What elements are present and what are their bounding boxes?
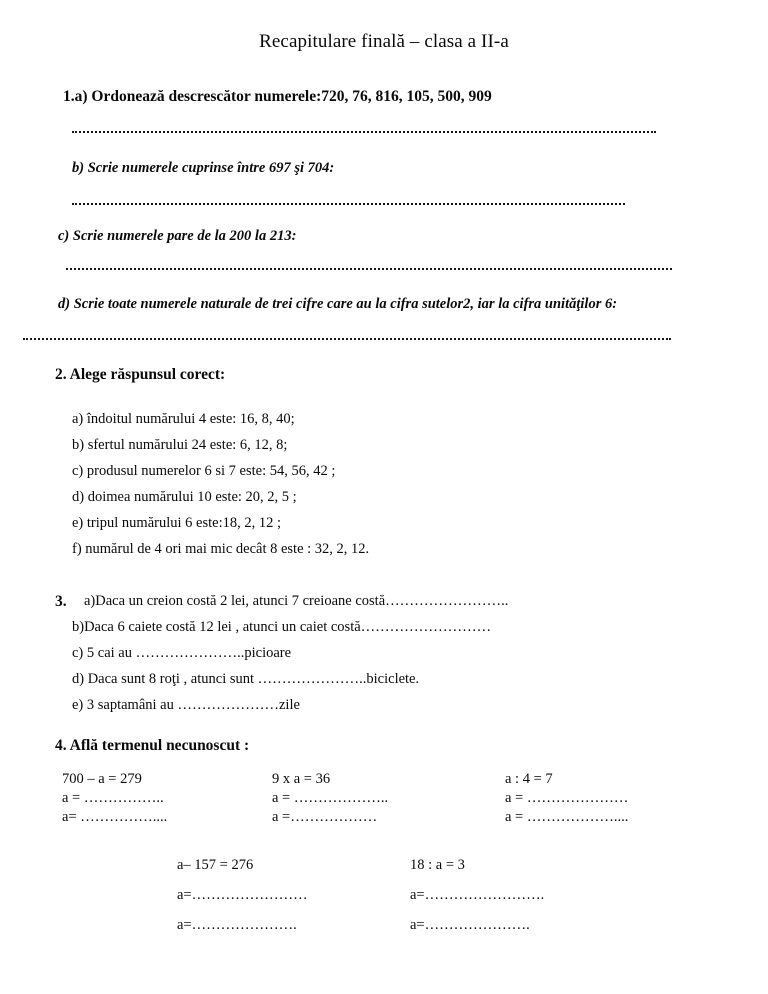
equation-answer-line-2[interactable]: a = ……………….... <box>505 809 629 825</box>
equation-expression: 18 : a = 3 <box>410 857 465 873</box>
exercise2-item-b[interactable]: b) sfertul numărului 24 este: 6, 12, 8; <box>72 437 288 453</box>
exercise1-item-a: 1.a) Ordonează descrescător numerele:720, 76, 816, 105, 500, 909 <box>63 88 492 105</box>
exercise2-item-c[interactable]: c) produsul numerelor 6 si 7 este: 54, 56, 42 ; <box>72 463 336 479</box>
equation-block-a-minus-157 <box>177 850 308 940</box>
equation-answer-line-1[interactable]: a=…………………… <box>177 887 308 903</box>
equation-answer-line-1[interactable]: a=……………………. <box>410 887 545 903</box>
equation-answer-line-2[interactable]: a= …………….... <box>62 809 168 825</box>
equation-answer-line-2[interactable]: a=…………………. <box>177 917 297 933</box>
equation-answer-line-2[interactable]: a =……………… <box>272 809 378 825</box>
page-title: Recapitulare finală – clasa a II-a <box>259 31 509 52</box>
equation-block-a-div-4 <box>505 770 628 827</box>
exercise2-heading: 2. Alege răspunsul corect: <box>55 366 226 383</box>
equation-expression: 9 x a = 36 <box>272 771 331 787</box>
equation-answer-line-1[interactable]: a = ……………….. <box>272 790 389 806</box>
equation-block-700-minus-a <box>62 770 167 827</box>
exercise3-number: 3. <box>55 593 67 610</box>
answer-line-1a[interactable] <box>72 128 656 133</box>
answer-line-1c[interactable] <box>66 265 672 270</box>
equation-expression: 700 – a = 279 <box>62 771 142 787</box>
equation-answer-line-1[interactable]: a = ………………… <box>505 790 629 806</box>
exercise1-item-d: d) Scrie toate numerele naturale de trei cifre care au la cifra sutelor2, iar la cifra unităţilor 6: <box>58 296 618 312</box>
equation-expression: a– 157 = 276 <box>177 857 254 873</box>
equation-block-9-times-a <box>272 770 388 827</box>
equation-block-18-div-a <box>410 850 544 940</box>
exercise2-item-e[interactable]: e) tripul numărului 6 este:18, 2, 12 ; <box>72 515 282 531</box>
answer-line-1b[interactable] <box>72 200 625 205</box>
answer-line-1d[interactable] <box>23 335 671 340</box>
exercise3-item-b[interactable]: b)Daca 6 caiete costă 12 lei , atunci un caiet costă……………………… <box>72 619 492 635</box>
equation-expression: a : 4 = 7 <box>505 771 553 787</box>
exercise1-item-b: b) Scrie numerele cuprinse între 697 şi 704: <box>72 160 335 176</box>
exercise3-item-c[interactable]: c) 5 cai au …………………..picioare <box>72 645 292 661</box>
exercise3-item-a[interactable]: a)Daca un creion costă 2 lei, atunci 7 creioane costă…………………….. <box>84 593 509 609</box>
exercise4-heading: 4. Află termenul necunoscut : <box>55 737 250 754</box>
exercise2-item-f[interactable]: f) numărul de 4 ori mai mic decât 8 este : 32, 2, 12. <box>72 541 370 557</box>
exercise1-item-c: c) Scrie numerele pare de la 200 la 213: <box>58 228 297 244</box>
exercise2-item-d[interactable]: d) doimea numărului 10 este: 20, 2, 5 ; <box>72 489 297 505</box>
exercise3-item-d[interactable]: d) Daca sunt 8 roţi , atunci sunt …………………..biciclete. <box>72 671 420 687</box>
exercise3-item-e[interactable]: e) 3 saptamâni au …………………zile <box>72 697 300 713</box>
equation-answer-line-2[interactable]: a=…………………. <box>410 917 530 933</box>
equation-answer-line-1[interactable]: a = …………….. <box>62 790 164 806</box>
exercise2-item-a[interactable]: a) îndoitul numărului 4 este: 16, 8, 40; <box>72 411 295 427</box>
